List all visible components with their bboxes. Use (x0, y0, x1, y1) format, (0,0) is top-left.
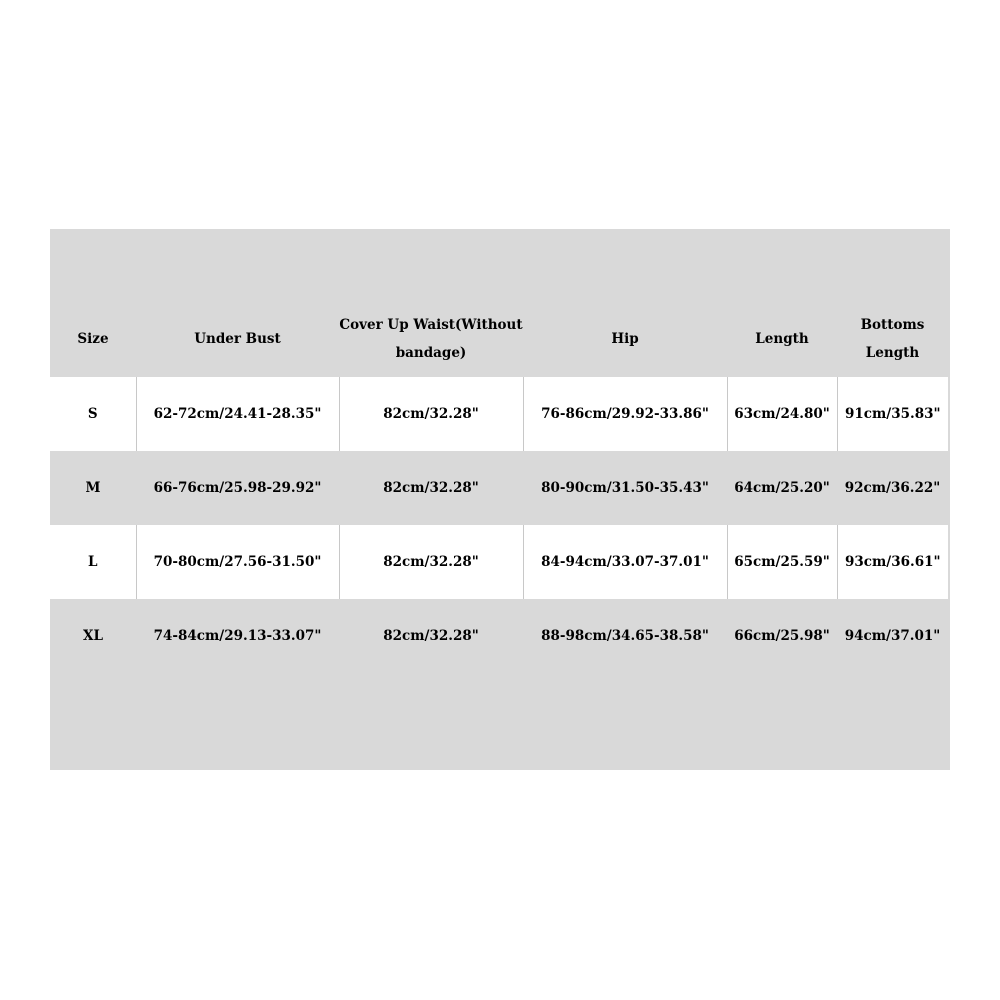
table-row (50, 451, 948, 525)
header-hip: Hip (523, 301, 727, 377)
cell-hip: 84-94cm/33.07-37.01" (523, 525, 727, 599)
header-bottoms-length-line2: Length (865, 345, 920, 361)
cell-under-bust: 66-76cm/25.98-29.92" (136, 451, 339, 525)
cell-hip: 76-86cm/29.92-33.86" (523, 377, 727, 451)
header-length: Length (727, 301, 837, 377)
cell-size: L (50, 525, 136, 599)
header-bottoms-length-line1: Bottoms (860, 317, 925, 333)
cell-under-bust: 70-80cm/27.56-31.50" (136, 525, 339, 599)
cell-cover-up-waist: 82cm/32.28" (339, 451, 523, 525)
cell-cover-up-waist: 82cm/32.28" (339, 525, 523, 599)
cell-under-bust: 62-72cm/24.41-28.35" (136, 377, 339, 451)
cell-bottoms-length: 93cm/36.61" (837, 525, 948, 599)
cell-length: 63cm/24.80" (727, 377, 837, 451)
header-cover-up-waist (339, 301, 523, 377)
header-under-bust: Under Bust (136, 301, 339, 377)
cell-hip: 88-98cm/34.65-38.58" (523, 599, 727, 673)
cell-length: 64cm/25.20" (727, 451, 837, 525)
cell-bottoms-length: 91cm/35.83" (837, 377, 948, 451)
header-bottoms-length (837, 301, 948, 377)
cell-cover-up-waist: 82cm/32.28" (339, 377, 523, 451)
cell-length: 65cm/25.59" (727, 525, 837, 599)
cell-size: XL (50, 599, 136, 673)
cell-size: M (50, 451, 136, 525)
cell-length: 66cm/25.98" (727, 599, 837, 673)
cell-hip: 80-90cm/31.50-35.43" (523, 451, 727, 525)
header-cover-up-waist-line1: Cover Up Waist(Without (339, 317, 523, 333)
header-cover-up-waist-line2: bandage) (395, 345, 467, 361)
table-row (50, 377, 948, 451)
table-row (50, 525, 948, 599)
cell-bottoms-length: 92cm/36.22" (837, 451, 948, 525)
table-row (50, 599, 948, 673)
size-table (50, 301, 948, 673)
header-row (50, 301, 948, 377)
cell-cover-up-waist: 82cm/32.28" (339, 599, 523, 673)
cell-size: S (50, 377, 136, 451)
cell-bottoms-length: 94cm/37.01" (837, 599, 948, 673)
header-size: Size (50, 301, 136, 377)
cell-under-bust: 74-84cm/29.13-33.07" (136, 599, 339, 673)
size-chart (50, 229, 950, 770)
